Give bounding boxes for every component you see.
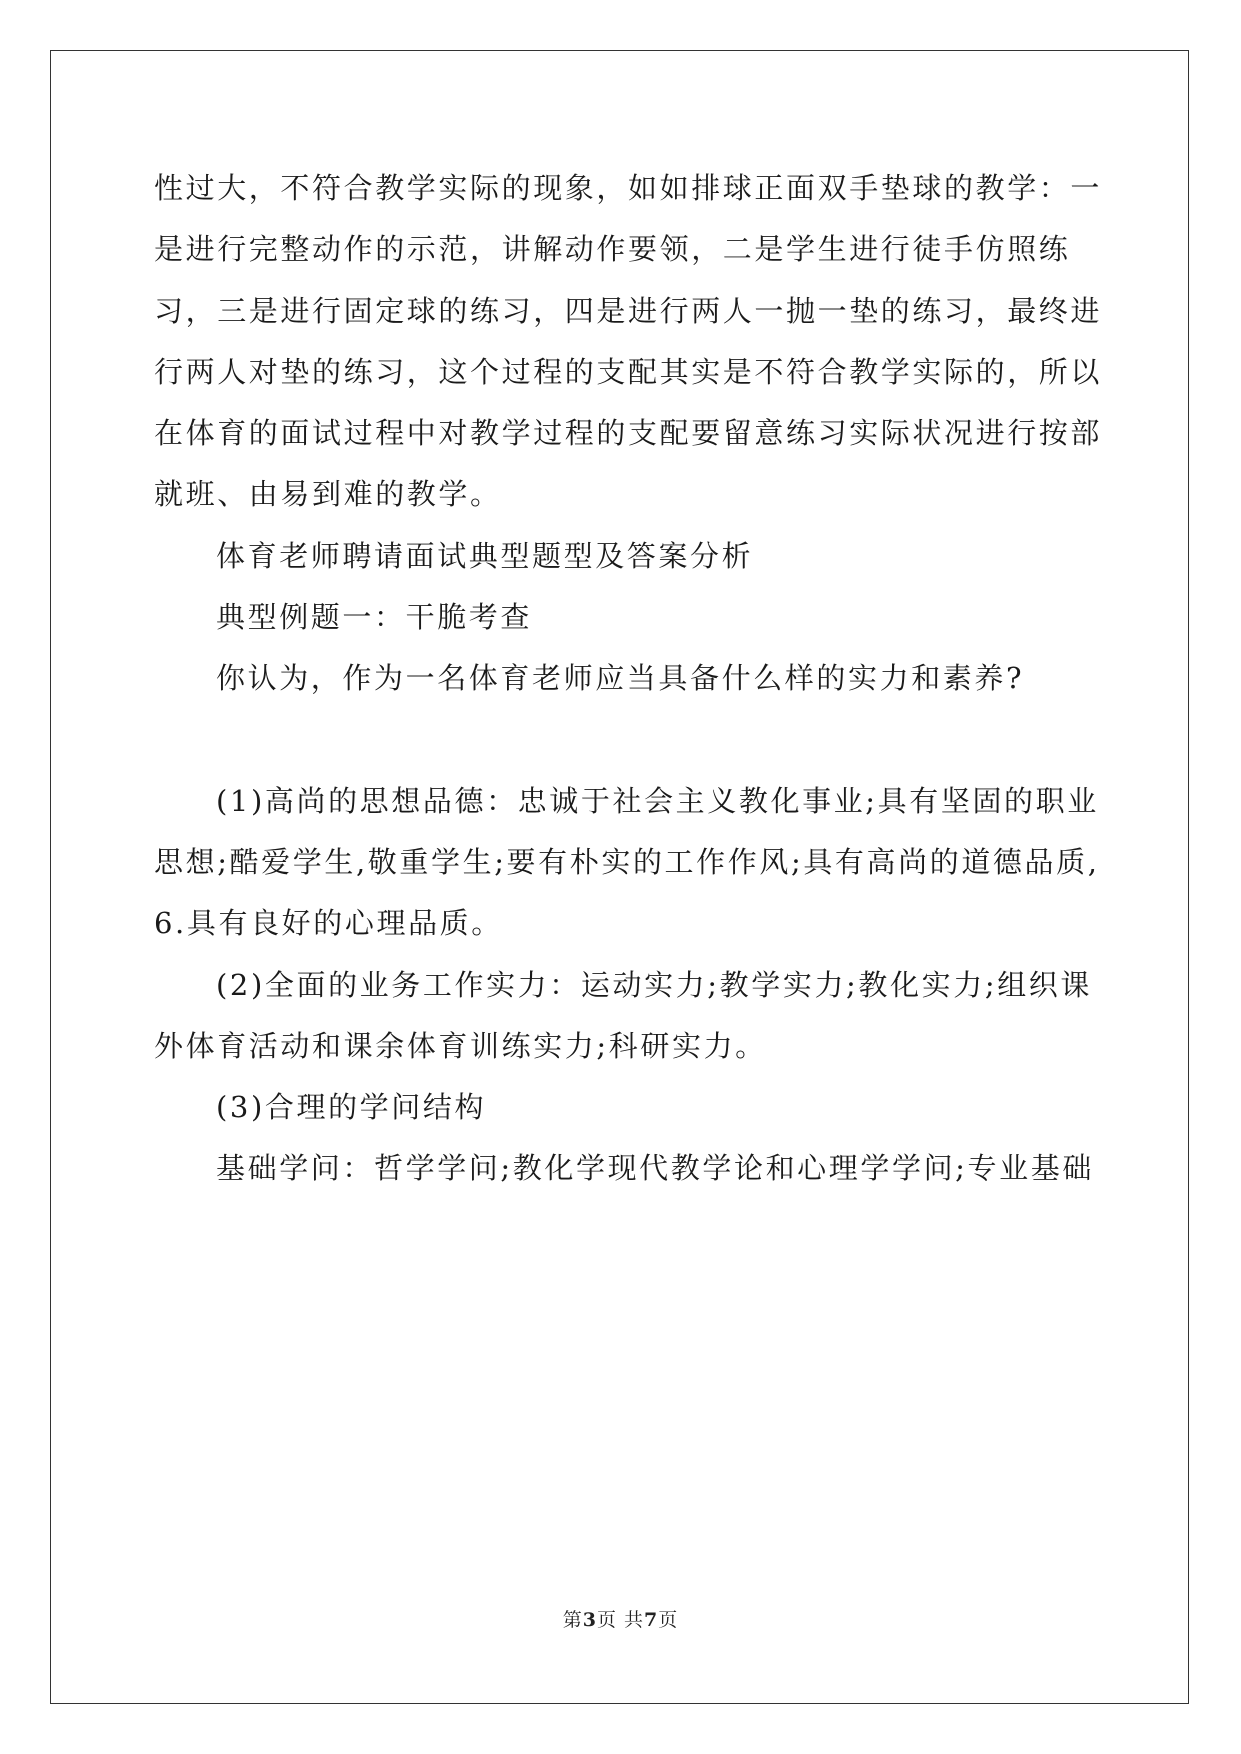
footer-prefix: 第	[562, 1609, 583, 1631]
footer-suffix: 页	[658, 1609, 679, 1631]
footer-total-pages: 7	[644, 1609, 659, 1631]
footer-current-page: 3	[582, 1609, 597, 1631]
footer-middle: 页 共	[596, 1609, 645, 1631]
answer-point-3: (3)合理的学问结构	[216, 1090, 487, 1125]
answer-point-3-detail: 基础学问：哲学学问;教化学现代教学论和心理学学问;专业基础	[216, 1151, 1094, 1186]
example-heading: 典型例题一：干脆考查	[216, 600, 533, 635]
blank-line	[154, 710, 1120, 771]
paragraph-continuation: 性过大，不符合教学实际的现象，如如排球正面双手垫球的教学：一是进行完整动作的示范，讲解动作要领，二是学生进行徒手仿照练习，三是进行固定球的练习，四是进行两人一抛一垫的练习，最终进行两人对垫的练习，这个过程的支配其实是不符合教学实际的，所以在体育的面试过程中对教学过程的支配要留意练习实际状况进行按部就班、由易到难的教学。	[154, 171, 1103, 512]
question-text: 你认为，作为一名体育老师应当具备什么样的实力和素养?	[216, 661, 1025, 696]
answer-point-2: (2)全面的业务工作实力：运动实力;教学实力;教化实力;组织课外体育活动和课余体育训练实力;科研实力。	[154, 967, 1092, 1063]
section-heading: 体育老师聘请面试典型题型及答案分析	[216, 538, 754, 573]
answer-point-1: (1)高尚的思想品德：忠诚于社会主义教化事业;具有坚固的职业思想;酷爱学生,敬重学生;要有朴实的工作作风;具有高尚的道德品质,6.具有良好的心理品质。	[154, 783, 1100, 941]
page-footer	[0, 1608, 1241, 1632]
document-body	[154, 158, 1120, 1200]
